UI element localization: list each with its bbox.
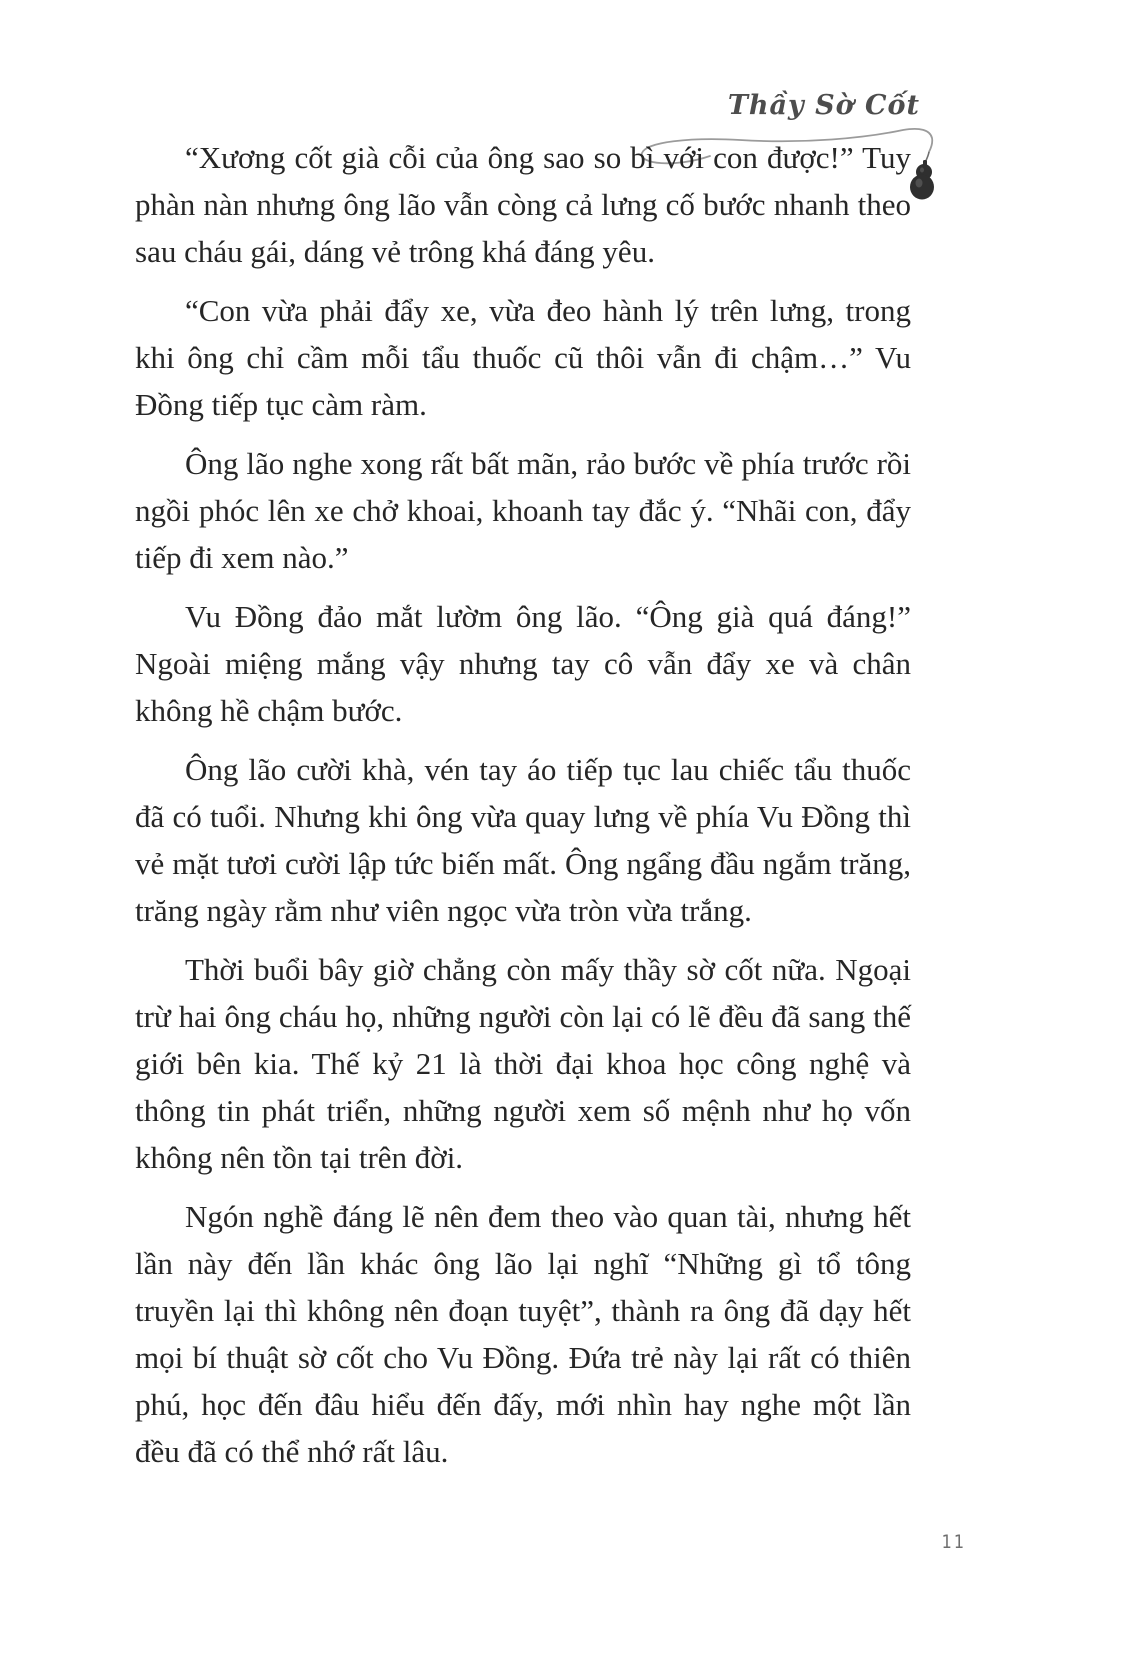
paragraph: “Con vừa phải đẩy xe, vừa đeo hành lý trên lưng, trong khi ông chỉ cầm mỗi tẩu thuốc cũ thôi vẫn đi chậm…” Vu Đồng tiếp tục càm ràm. (135, 293, 911, 422)
paragraph: Vu Đồng đảo mắt lườm ông lão. “Ông già quá đáng!” Ngoài miệng mắng vậy nhưng tay cô vẫn đẩy xe và chân không hề chậm bước. (135, 599, 911, 728)
gourd-icon (910, 160, 934, 200)
paragraph: Ông lão cười khà, vén tay áo tiếp tục lau chiếc tẩu thuốc đã có tuổi. Nhưng khi ông vừa quay lưng về phía Vu Đồng thì vẻ mặt tươi cười lập tức biến mất. Ông ngẩng đầu ngắm trăng, trăng ngày rằm như viên ngọc vừa tròn vừa trắng. (135, 752, 911, 928)
page-number: 11 (941, 1530, 966, 1553)
paragraph: Ngón nghề đáng lẽ nên đem theo vào quan tài, nhưng hết lần này đến lần khác ông lão lại nghĩ “Những gì tổ tông truyền lại thì không nên đoạn tuyệt”, thành ra ông đã dạy hết mọi bí thuật sờ cốt cho Vu Đồng. Đứa trẻ này lại rất có thiên phú, học đến đâu hiểu đến đấy, mới nhìn hay nghe một lần đều đã có thể nhớ rất lâu. (135, 1199, 911, 1469)
paragraph: Thời buổi bây giờ chẳng còn mấy thầy sờ cốt nữa. Ngoại trừ hai ông cháu họ, những người còn lại có lẽ đều đã sang thế giới bên kia. Thế kỷ 21 là thời đại khoa học công nghệ và thông tin phát triển, những người xem số mệnh như họ vốn không nên tồn tại trên đời. (135, 952, 911, 1175)
paragraph: “Xương cốt già cỗi của ông sao so bì với con được!” Tuy phàn nàn nhưng ông lão vẫn còng cả lưng cố bước nhanh theo sau cháu gái, dáng vẻ trông khá đáng yêu. (135, 140, 911, 269)
running-head-title: Thầy Sờ Cốt (727, 90, 920, 121)
page-text-body (135, 134, 911, 1487)
paragraph: Ông lão nghe xong rất bất mãn, rảo bước về phía trước rồi ngồi phóc lên xe chở khoai, khoanh tay đắc ý. “Nhãi con, đẩy tiếp đi xem nào.” (135, 446, 911, 575)
